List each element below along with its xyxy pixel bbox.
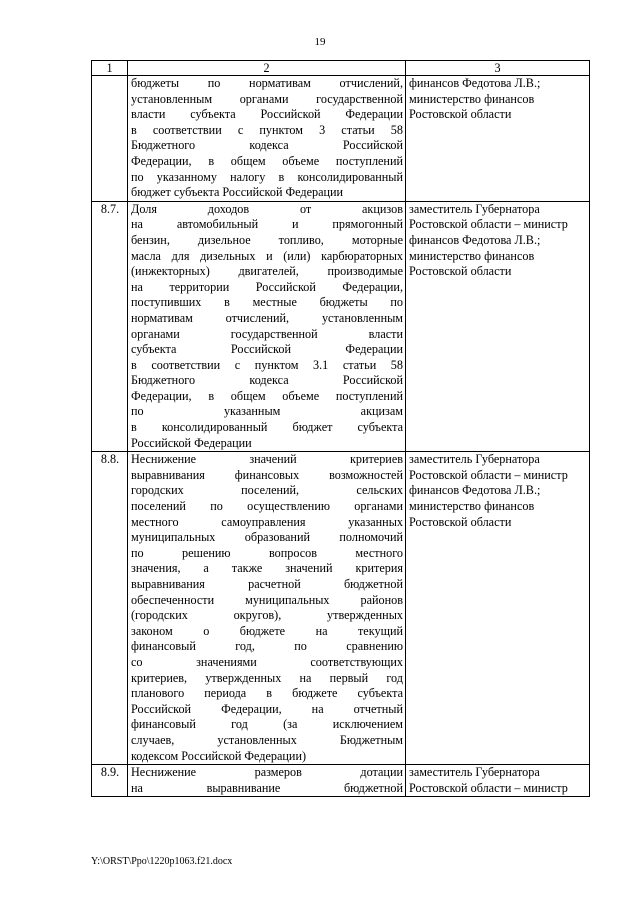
description-line: бюджет субъекта Российской Федерации (131, 185, 344, 200)
description-line: органами государственной власти (131, 326, 403, 341)
responsible-line: Ростовской области (409, 264, 512, 279)
description-line: финансовый год, по сравнению (131, 639, 403, 654)
description-line: критериев, утвержденных на первый год (131, 670, 403, 685)
description-line: городских поселений, сельских (131, 483, 403, 498)
responsible-line: Ростовской области (409, 514, 512, 529)
description-line: муниципальных образований полномочий (131, 530, 403, 545)
description-line: по указанному налогу в консолидированный (131, 169, 403, 184)
description-line: выравнивания расчетной бюджетной (131, 577, 403, 591)
responsible-line: министерство финансов (409, 499, 535, 514)
description-line: по указанным акцизам (131, 404, 403, 419)
description-line: (городских округов), утвержденных (131, 608, 403, 623)
document-table (91, 60, 590, 797)
responsible-line: заместитель Губернатора (409, 452, 540, 467)
row-number: 8.7. (92, 201, 128, 452)
row-number: 8.9. (92, 765, 128, 797)
page-number: 19 (314, 36, 326, 48)
description-line: Бюджетного кодекса Российской (131, 373, 403, 388)
responsible-party (406, 201, 590, 452)
indicator-description (128, 765, 406, 797)
responsible-line: Ростовской области – министр (409, 467, 568, 482)
description-line: случаев, установленных Бюджетным (131, 732, 403, 747)
responsible-line: финансов Федотова Л.В.; (409, 483, 541, 498)
description-line: на автомобильный и прямогонный (131, 217, 403, 232)
responsible-line: министерство финансов (409, 91, 535, 106)
description-line: значения, а также значений критерия (131, 561, 403, 576)
responsible-line: Ростовской области (409, 107, 512, 122)
table-row (92, 765, 590, 797)
description-line: субъекта Российской Федерации (131, 342, 403, 357)
description-line: местного самоуправления указанных (131, 514, 403, 529)
description-line: нормативам отчислений, установленным (131, 310, 403, 325)
description-line: поступивших в местные бюджеты по (131, 295, 403, 310)
table-row (92, 201, 590, 452)
responsible-party (406, 452, 590, 765)
description-line: установленным органами государственной (131, 91, 403, 106)
responsible-line: финансов Федотова Л.В.; (409, 232, 541, 247)
responsible-line: финансов Федотова Л.В.; (409, 76, 541, 90)
description-line: Федерации, в общем объеме поступлений (131, 388, 403, 403)
description-line: в соответствии с пунктом 3 статьи 58 (131, 122, 403, 137)
description-line: бюджеты по нормативам отчислений, (131, 76, 403, 90)
row-number: 8.8. (92, 452, 128, 765)
description-line: власти субъекта Российской Федерации (131, 107, 403, 122)
table-header-row (92, 61, 590, 76)
column-header-2: 2 (128, 61, 406, 76)
description-line: кодексом Российской Федерации) (131, 748, 307, 763)
description-line: на выравнивание бюджетной (131, 780, 403, 795)
description-line: обеспеченности муниципальных районов (131, 592, 403, 607)
description-line: Российской Федерации, на отчетный (131, 701, 403, 716)
responsible-line: министерство финансов (409, 248, 535, 263)
row-number (92, 76, 128, 202)
description-line: в консолидированный бюджет субъекта (131, 420, 403, 435)
responsible-line: Ростовской области – министр (409, 780, 568, 795)
indicator-description (128, 201, 406, 452)
responsible-line: Ростовской области – министр (409, 217, 568, 232)
column-header-1: 1 (92, 61, 128, 76)
description-line: со значениями соответствующих (131, 654, 403, 669)
table-row (92, 76, 590, 202)
table-body (92, 76, 590, 797)
column-header-3: 3 (406, 61, 590, 76)
indicator-description (128, 452, 406, 765)
description-line: финансовый год (за исключением (131, 717, 403, 732)
description-line: планового периода в бюджете субъекта (131, 686, 403, 701)
description-line: Российской Федерации (131, 435, 252, 450)
description-line: по решению вопросов местного (131, 545, 403, 560)
description-line: поселений по осуществлению органами (131, 499, 403, 514)
description-line: законом о бюджете на текущий (131, 623, 403, 638)
description-line: Неснижение размеров дотации (131, 765, 403, 780)
responsible-line: заместитель Губернатора (409, 765, 540, 780)
description-line: выравнивания финансовых возможностей (131, 467, 403, 482)
footer-file-path: Y:\ORST\Ppo\1220p1063.f21.docx (91, 856, 233, 867)
description-line: Доля доходов от акцизов (131, 201, 403, 216)
description-line: на территории Российской Федерации, (131, 279, 403, 294)
description-line: бензин, дизельное топливо, моторные (131, 232, 403, 247)
responsible-line: заместитель Губернатора (409, 201, 540, 216)
responsible-party (406, 76, 590, 202)
indicator-description (128, 76, 406, 202)
description-line: Неснижение значений критериев (131, 452, 403, 467)
responsible-party (406, 765, 590, 797)
table-row (92, 452, 590, 765)
description-line: в соответствии с пунктом 3.1 статьи 58 (131, 357, 403, 372)
description-line: (инжекторных) двигателей, производимые (131, 264, 403, 279)
description-line: масла для дизельных и (или) карбюраторных (131, 248, 403, 263)
description-line: Федерации, в общем объеме поступлений (131, 153, 403, 168)
description-line: Бюджетного кодекса Российской (131, 138, 403, 153)
